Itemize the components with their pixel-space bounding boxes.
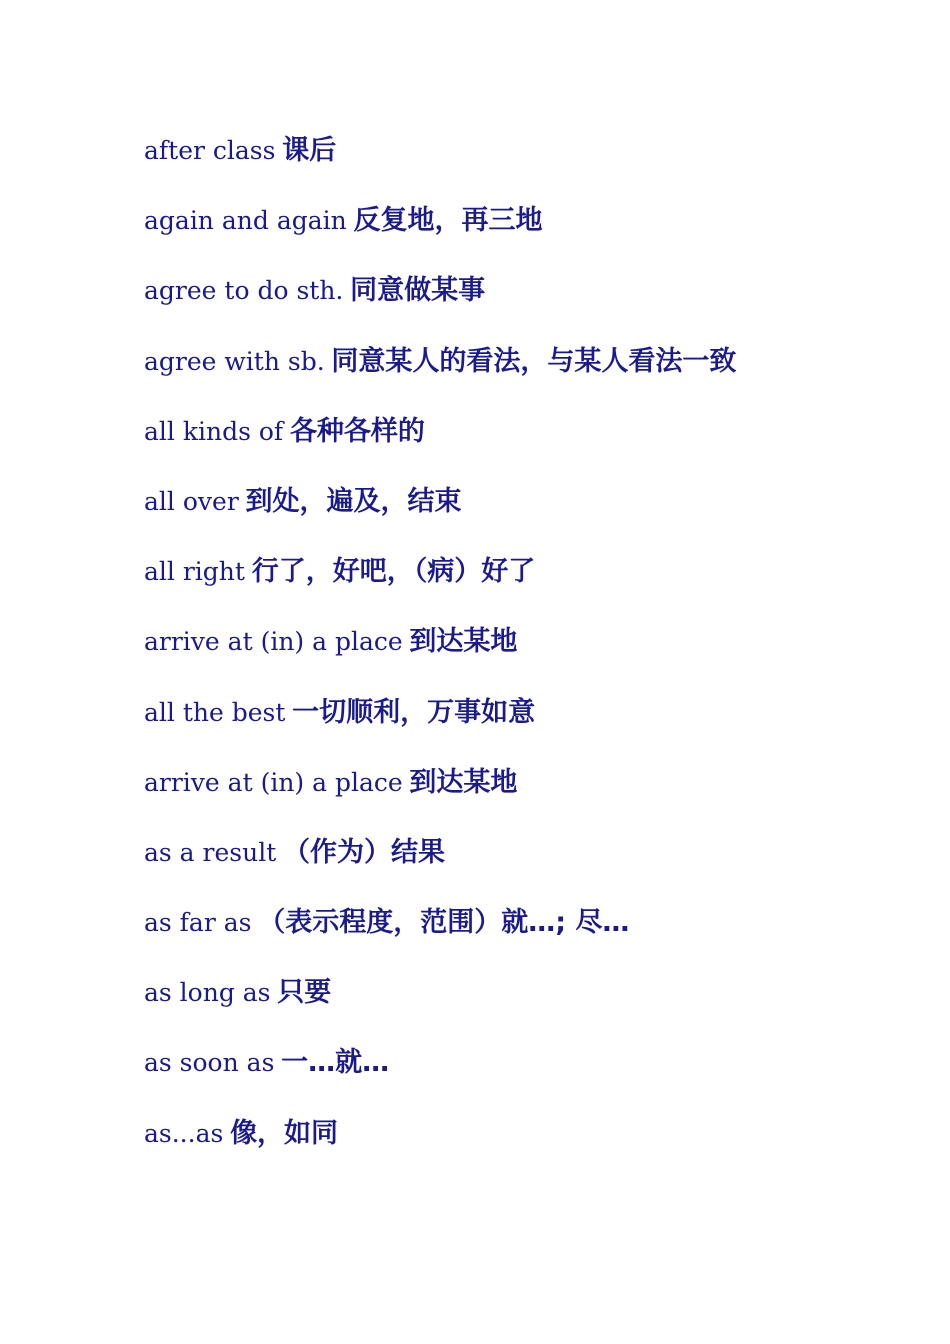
list-item: [144, 270, 904, 340]
phrase-text: as far as: [144, 908, 252, 938]
phrase-text: as long as: [144, 978, 271, 1008]
phrase-text: after class: [144, 136, 276, 165]
list-item: [144, 692, 904, 762]
list-item: [144, 481, 904, 551]
list-item: [144, 1042, 904, 1112]
phrase-text: as...as: [144, 1118, 224, 1148]
meaning-text: 到处，遍及，结束: [245, 485, 462, 517]
list-item: [144, 200, 904, 270]
meaning-text: 像，如同: [230, 1117, 339, 1149]
list-item: [144, 1113, 904, 1183]
meaning-text: 同意做某事: [350, 275, 486, 307]
phrase-list: [144, 130, 904, 1183]
meaning-text: 同意某人的看法，与某人看法一致: [331, 345, 737, 377]
phrase-text: agree with sb.: [144, 346, 325, 376]
list-item: [144, 972, 904, 1042]
list-item: [144, 551, 904, 621]
phrase-text: again and again: [144, 206, 347, 236]
phrase-text: arrive at (in) a place: [144, 767, 403, 797]
meaning-text: 一切顺利，万事如意: [292, 696, 536, 728]
meaning-text: 课后: [282, 135, 337, 166]
meaning-text: （作为）结果: [283, 836, 446, 868]
list-item: [144, 832, 904, 902]
meaning-text: 到达某地: [409, 626, 518, 658]
phrase-text: all over: [144, 486, 239, 516]
list-item: [144, 341, 904, 411]
meaning-text: 到达某地: [409, 766, 518, 798]
phrase-text: all right: [144, 557, 245, 587]
phrase-text: agree to do sth.: [144, 276, 344, 306]
meaning-text: （表示程度，范围）就…; 尽…: [258, 907, 630, 939]
list-item: [144, 130, 904, 200]
list-item: [144, 902, 904, 972]
meaning-text: 各种各样的: [289, 415, 425, 447]
meaning-text: 一…就…: [281, 1047, 390, 1079]
phrase-text: all kinds of: [144, 416, 284, 446]
phrase-text: all the best: [144, 697, 286, 727]
list-item: [144, 762, 904, 832]
meaning-text: 反复地，再三地: [353, 205, 543, 237]
phrase-text: as a result: [144, 837, 277, 867]
meaning-text: 行了，好吧，（病）好了: [251, 556, 536, 588]
phrase-text: as soon as: [144, 1048, 275, 1078]
meaning-text: 只要: [277, 977, 332, 1009]
list-item: [144, 411, 904, 481]
list-item: [144, 621, 904, 691]
phrase-text: arrive at (in) a place: [144, 627, 403, 657]
